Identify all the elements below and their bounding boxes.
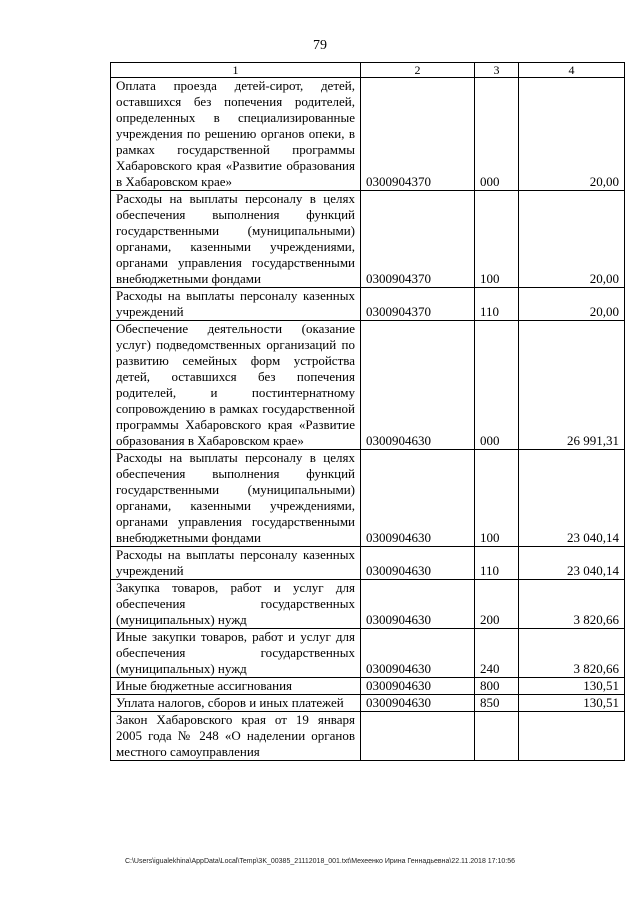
table-row [111, 78, 625, 191]
target-code-cell: 0300904370 [361, 288, 475, 321]
column-header: 1 [111, 63, 361, 78]
target-code-cell: 0300904630 [361, 629, 475, 678]
amount-cell: 3 820,66 [519, 629, 625, 678]
description-cell: Закон Хабаровского края от 19 января 2005 года № 248 «О наделении органов местного самоуправления [111, 712, 361, 761]
amount-cell: 20,00 [519, 191, 625, 288]
amount-cell: 130,51 [519, 695, 625, 712]
amount-cell: 20,00 [519, 78, 625, 191]
expense-type-cell: 000 [475, 321, 519, 450]
target-code-cell: 0300904630 [361, 321, 475, 450]
description-cell: Иные закупки товаров, работ и услуг для обеспечения государственных (муниципальных) нужд [111, 629, 361, 678]
amount-cell [519, 712, 625, 761]
table-row [111, 678, 625, 695]
column-header: 4 [519, 63, 625, 78]
amount-cell: 26 991,31 [519, 321, 625, 450]
amount-cell: 20,00 [519, 288, 625, 321]
table-row [111, 450, 625, 547]
target-code-cell: 0300904630 [361, 580, 475, 629]
table-row [111, 580, 625, 629]
description-cell: Расходы на выплаты персоналу в целях обеспечения выполнения функций государственными (муниципальными) органами, казенными учреждениями, органами управления государственными внебюджетными фондами [111, 450, 361, 547]
table-row [111, 629, 625, 678]
description-cell: Расходы на выплаты персоналу казенных учреждений [111, 547, 361, 580]
description-cell: Иные бюджетные ассигнования [111, 678, 361, 695]
description-cell: Уплата налогов, сборов и иных платежей [111, 695, 361, 712]
expense-type-cell: 110 [475, 547, 519, 580]
table-row [111, 288, 625, 321]
header-row [111, 63, 625, 78]
description-cell: Расходы на выплаты персоналу в целях обеспечения выполнения функций государственными (муниципальными) органами, казенными учреждениями, органами управления государственными внебюджетными фондами [111, 191, 361, 288]
description-cell: Оплата проезда детей-сирот, детей, оставшихся без попечения родителей, определенных в специализированные учреждения по решению органов опеки, в рамках государственной программы Хабаровского края «Развитие образования в Хабаровском крае» [111, 78, 361, 191]
description-cell: Расходы на выплаты персоналу казенных учреждений [111, 288, 361, 321]
expense-type-cell: 110 [475, 288, 519, 321]
target-code-cell: 0300904630 [361, 547, 475, 580]
page-number: 79 [313, 38, 327, 53]
expense-type-cell: 200 [475, 580, 519, 629]
expense-type-cell: 100 [475, 450, 519, 547]
expense-type-cell: 100 [475, 191, 519, 288]
table-row [111, 191, 625, 288]
table-row [111, 547, 625, 580]
expense-type-cell: 000 [475, 78, 519, 191]
file-path-footer: C:\Users\igualekhina\AppData\Local\Temp\3K_00385_21112018_001.txt\Мехеенко Ирина Геннадьевна\22.11.2018 17:10:56 [124, 858, 516, 865]
expense-type-cell: 800 [475, 678, 519, 695]
amount-cell: 23 040,14 [519, 547, 625, 580]
target-code-cell: 0300904630 [361, 695, 475, 712]
expense-type-cell: 240 [475, 629, 519, 678]
target-code-cell [361, 712, 475, 761]
target-code-cell: 0300904630 [361, 678, 475, 695]
table-row [111, 712, 625, 761]
expense-type-cell [475, 712, 519, 761]
expense-type-cell: 850 [475, 695, 519, 712]
amount-cell: 23 040,14 [519, 450, 625, 547]
description-cell: Закупка товаров, работ и услуг для обеспечения государственных (муниципальных) нужд [111, 580, 361, 629]
target-code-cell: 0300904370 [361, 78, 475, 191]
amount-cell: 130,51 [519, 678, 625, 695]
column-header: 3 [475, 63, 519, 78]
table-row [111, 321, 625, 450]
target-code-cell: 0300904370 [361, 191, 475, 288]
table-row [111, 695, 625, 712]
column-header: 2 [361, 63, 475, 78]
description-cell: Обеспечение деятельности (оказание услуг) подведомственных организаций по развитию семейных форм устройства детей, оставшихся без попечения родителей, и постинтернатному сопровождению в рамках государственной программы Хабаровского края «Развитие образования в Хабаровском крае» [111, 321, 361, 450]
target-code-cell: 0300904630 [361, 450, 475, 547]
amount-cell: 3 820,66 [519, 580, 625, 629]
budget-table [110, 62, 625, 761]
